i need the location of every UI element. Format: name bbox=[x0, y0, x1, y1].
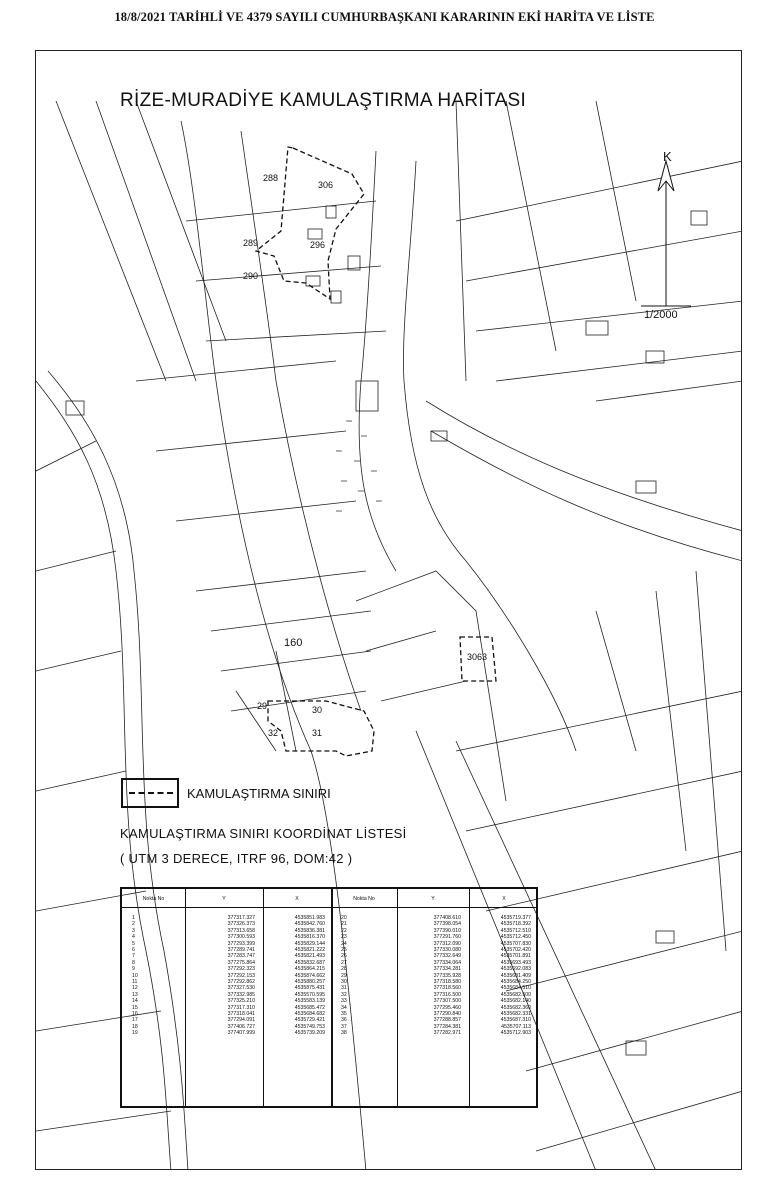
table-cell: 377318.041 bbox=[227, 1011, 255, 1017]
table-cell: 4535729.421 bbox=[294, 1017, 325, 1024]
table-cell: 4535874.662 bbox=[294, 972, 325, 979]
main-road-edge bbox=[359, 151, 396, 571]
table-cell: 4535682.360 bbox=[500, 1004, 531, 1011]
table-cell: 14 bbox=[132, 998, 138, 1005]
table-cell: 35 bbox=[341, 1011, 347, 1017]
table-cell: 377390.010 bbox=[433, 927, 461, 934]
table-cell: 4535682.500 bbox=[500, 991, 531, 998]
table-cell: 5 bbox=[132, 940, 135, 947]
table-cell: 10 bbox=[132, 972, 138, 979]
legend-symbol bbox=[121, 778, 179, 808]
table-cell: 4 bbox=[132, 934, 135, 941]
table-cell: 377408.610 bbox=[433, 915, 461, 921]
table-cell: 4535875.431 bbox=[294, 985, 325, 992]
table-cell: 8 bbox=[132, 959, 135, 966]
table-cell: 377317.327 bbox=[227, 915, 255, 921]
table-cell: 31 bbox=[341, 985, 347, 992]
table-cell: 12 bbox=[132, 985, 138, 992]
table-cell: 36 bbox=[341, 1017, 347, 1024]
table-cell: 377292.862 bbox=[227, 979, 255, 985]
table-cell: 4535693.493 bbox=[500, 959, 531, 966]
table-cell: 377300.593 bbox=[227, 934, 255, 941]
parcel-label: 29 bbox=[257, 701, 268, 711]
table-cell: 377325.210 bbox=[227, 998, 255, 1005]
table-cell: 377406.727 bbox=[227, 1023, 255, 1030]
table-cell: 377334.281 bbox=[433, 966, 461, 973]
table-cell: 17 bbox=[132, 1017, 138, 1024]
table-cell: 377335.928 bbox=[433, 972, 461, 979]
table-cell: 20 bbox=[341, 915, 347, 921]
table-cell: 4535718.392 bbox=[500, 921, 531, 928]
table-cell: 4535684.510 bbox=[500, 985, 531, 992]
table-cell: 4535682.140 bbox=[500, 998, 531, 1005]
table-cell: 377312.090 bbox=[433, 940, 461, 947]
parcel-label: 306 bbox=[318, 180, 334, 190]
parcel-label: 30 bbox=[312, 705, 323, 715]
north-arrow bbox=[641, 161, 691, 306]
table-cell: 4535836.381 bbox=[294, 927, 325, 934]
coordinate-list-subtitle: ( UTM 3 DERECE, ITRF 96, DOM:42 ) bbox=[120, 851, 353, 866]
table-cell: 377293.399 bbox=[227, 940, 255, 947]
table-cell: 4535832.687 bbox=[294, 959, 325, 966]
main-road-edge bbox=[403, 161, 576, 751]
table-cell: 21 bbox=[341, 921, 347, 928]
page-header: 18/8/2021 TARİHLİ VE 4379 SAYILI CUMHURBAŞKANI KARARININ EKİ HARİTA VE LİSTE bbox=[114, 10, 655, 24]
table-cell: 23 bbox=[341, 934, 347, 941]
table-col-divider bbox=[331, 889, 333, 1106]
table-cell: 25 bbox=[341, 947, 347, 953]
table-cell: 37 bbox=[341, 1023, 347, 1030]
table-cell: 377332.985 bbox=[227, 991, 255, 998]
parcel-label: 31 bbox=[312, 728, 323, 738]
table-cell: 377288.857 bbox=[433, 1017, 461, 1024]
table-cell: 377289.741 bbox=[227, 947, 255, 953]
right-road-edge bbox=[431, 431, 742, 561]
table-cell: 19 bbox=[132, 1030, 138, 1037]
table-cell: 4535821.493 bbox=[294, 953, 325, 960]
table-cell: 377307.500 bbox=[433, 998, 461, 1005]
table-cell: 4535681.409 bbox=[500, 972, 531, 979]
table-cell: 377407.999 bbox=[227, 1030, 255, 1037]
table-cell: 377282.971 bbox=[433, 1030, 461, 1037]
parcel-label: 3063 bbox=[467, 652, 488, 662]
table-cell: 377283.747 bbox=[227, 953, 255, 960]
table-cell: 4535707.113 bbox=[501, 1023, 531, 1030]
table-cell: 29 bbox=[341, 972, 347, 979]
table-cell: 377291.760 bbox=[433, 934, 461, 941]
table-cell: 377316.500 bbox=[433, 991, 461, 998]
table-cell: 4535712.510 bbox=[500, 927, 531, 934]
table-cell: 4535692.083 bbox=[500, 966, 531, 973]
table-cell: 377313.658 bbox=[227, 927, 255, 934]
table-cell: 4535583.139 bbox=[294, 998, 325, 1005]
table-cell: 377292.323 bbox=[227, 966, 255, 973]
main-road-edge bbox=[241, 131, 361, 711]
table-cell: 4535702.420 bbox=[500, 947, 531, 953]
table-cell: 4535707.830 bbox=[500, 940, 531, 947]
table-cell: 4535739.209 bbox=[294, 1030, 325, 1037]
table-header-cell: X bbox=[502, 896, 506, 902]
table-cell: 4535701.891 bbox=[500, 953, 531, 960]
table-cell: 16 bbox=[132, 1011, 138, 1017]
parcel-label: 288 bbox=[263, 173, 279, 183]
legend-label: KAMULAŞTIRMA SINIRI bbox=[187, 786, 331, 801]
coordinate-table bbox=[120, 887, 538, 1108]
table-cell: 13 bbox=[132, 991, 138, 998]
table-header-cell: Y bbox=[431, 896, 435, 902]
table-cell: 4535821.222 bbox=[294, 947, 325, 953]
table-cell: 377294.091 bbox=[227, 1017, 255, 1024]
table-cell: 4535684.682 bbox=[294, 1011, 325, 1017]
table-cell: 4535864.215 bbox=[294, 966, 325, 973]
table-cell: 6 bbox=[132, 947, 135, 953]
table-cell: 4535712.450 bbox=[500, 934, 531, 941]
table-cell: 4535712.903 bbox=[500, 1030, 531, 1037]
table-header-cell: Nokta No bbox=[353, 896, 375, 902]
table-cell: 4535570.595 bbox=[294, 991, 325, 998]
parcel-label: 32 bbox=[268, 728, 279, 738]
table-cell: 377327.530 bbox=[227, 985, 255, 992]
table-cell: 9 bbox=[132, 966, 135, 973]
table-cell: 377295.460 bbox=[433, 1004, 461, 1011]
table-cell: 2 bbox=[132, 921, 135, 928]
table-cell: 30 bbox=[341, 979, 347, 985]
table-cell: 377332.649 bbox=[433, 953, 461, 960]
table-cell: 377275.864 bbox=[227, 959, 255, 966]
table-cell: 377334.064 bbox=[433, 959, 461, 966]
table-cell: 377318.560 bbox=[433, 985, 461, 992]
parcel-label: 160 bbox=[284, 637, 303, 649]
table-cell: 4535842.760 bbox=[294, 921, 325, 928]
legend-dash-line bbox=[129, 792, 173, 794]
table-cell: 26 bbox=[341, 953, 347, 960]
table-cell: 33 bbox=[341, 998, 347, 1005]
table-cell: 377284.381 bbox=[433, 1023, 461, 1030]
table-cell: 4535880.257 bbox=[294, 979, 325, 985]
parcel-label: 296 bbox=[310, 240, 326, 250]
table-cell: 4535851.983 bbox=[294, 915, 325, 921]
coordinate-list-title: KAMULAŞTIRMA SINIRI KOORDİNAT LİSTESİ bbox=[120, 826, 407, 841]
table-cell: 377398.054 bbox=[433, 921, 461, 928]
table-cell: 377330.080 bbox=[433, 947, 461, 953]
table-cell: 27 bbox=[341, 959, 347, 966]
parcel-label: 289 bbox=[243, 238, 259, 248]
table-cell: 28 bbox=[341, 966, 347, 973]
right-road-edge bbox=[426, 401, 742, 531]
table-cell: 22 bbox=[341, 927, 347, 934]
table-cell: 4535682.331 bbox=[500, 1011, 531, 1017]
parcel-label: 290 bbox=[243, 271, 259, 281]
table-header-cell: Y bbox=[222, 896, 226, 902]
table-cell: 11 bbox=[132, 979, 138, 985]
table-cell: 377290.840 bbox=[433, 1011, 461, 1017]
table-cell: 377326.373 bbox=[227, 921, 255, 928]
table-cell: 4535816.370 bbox=[294, 934, 325, 941]
table-cell: 24 bbox=[341, 940, 347, 947]
table-cell: 4535719.377 bbox=[500, 915, 531, 921]
table-cell: 15 bbox=[132, 1004, 138, 1011]
north-label: K bbox=[663, 149, 672, 164]
table-cell: 3 bbox=[132, 927, 135, 934]
table-cell: 377317.310 bbox=[227, 1004, 255, 1011]
table-cell: 4535749.753 bbox=[294, 1023, 325, 1030]
table-cell: 377292.153 bbox=[227, 972, 255, 979]
scale-label: 1/2000 bbox=[644, 309, 678, 321]
table-cell: 4535684.250 bbox=[500, 979, 531, 985]
table-header-cell: Nokta No bbox=[142, 896, 165, 902]
table-cell: 4535685.472 bbox=[294, 1004, 325, 1011]
table-cell: 34 bbox=[341, 1004, 347, 1011]
table-cell: 1 bbox=[132, 915, 135, 921]
table-cell: 377318.580 bbox=[433, 979, 461, 985]
table-cell: 32 bbox=[341, 991, 347, 998]
table-cell: 7 bbox=[132, 953, 135, 960]
table-header-cell: X bbox=[295, 896, 299, 902]
table-cell: 18 bbox=[132, 1023, 138, 1030]
map-title: RİZE-MURADİYE KAMULAŞTIRMA HARİTASI bbox=[120, 90, 527, 111]
table-cell: 38 bbox=[341, 1030, 347, 1037]
table-cell: 4535829.144 bbox=[294, 940, 325, 947]
table-cell: 4535687.310 bbox=[500, 1017, 531, 1024]
